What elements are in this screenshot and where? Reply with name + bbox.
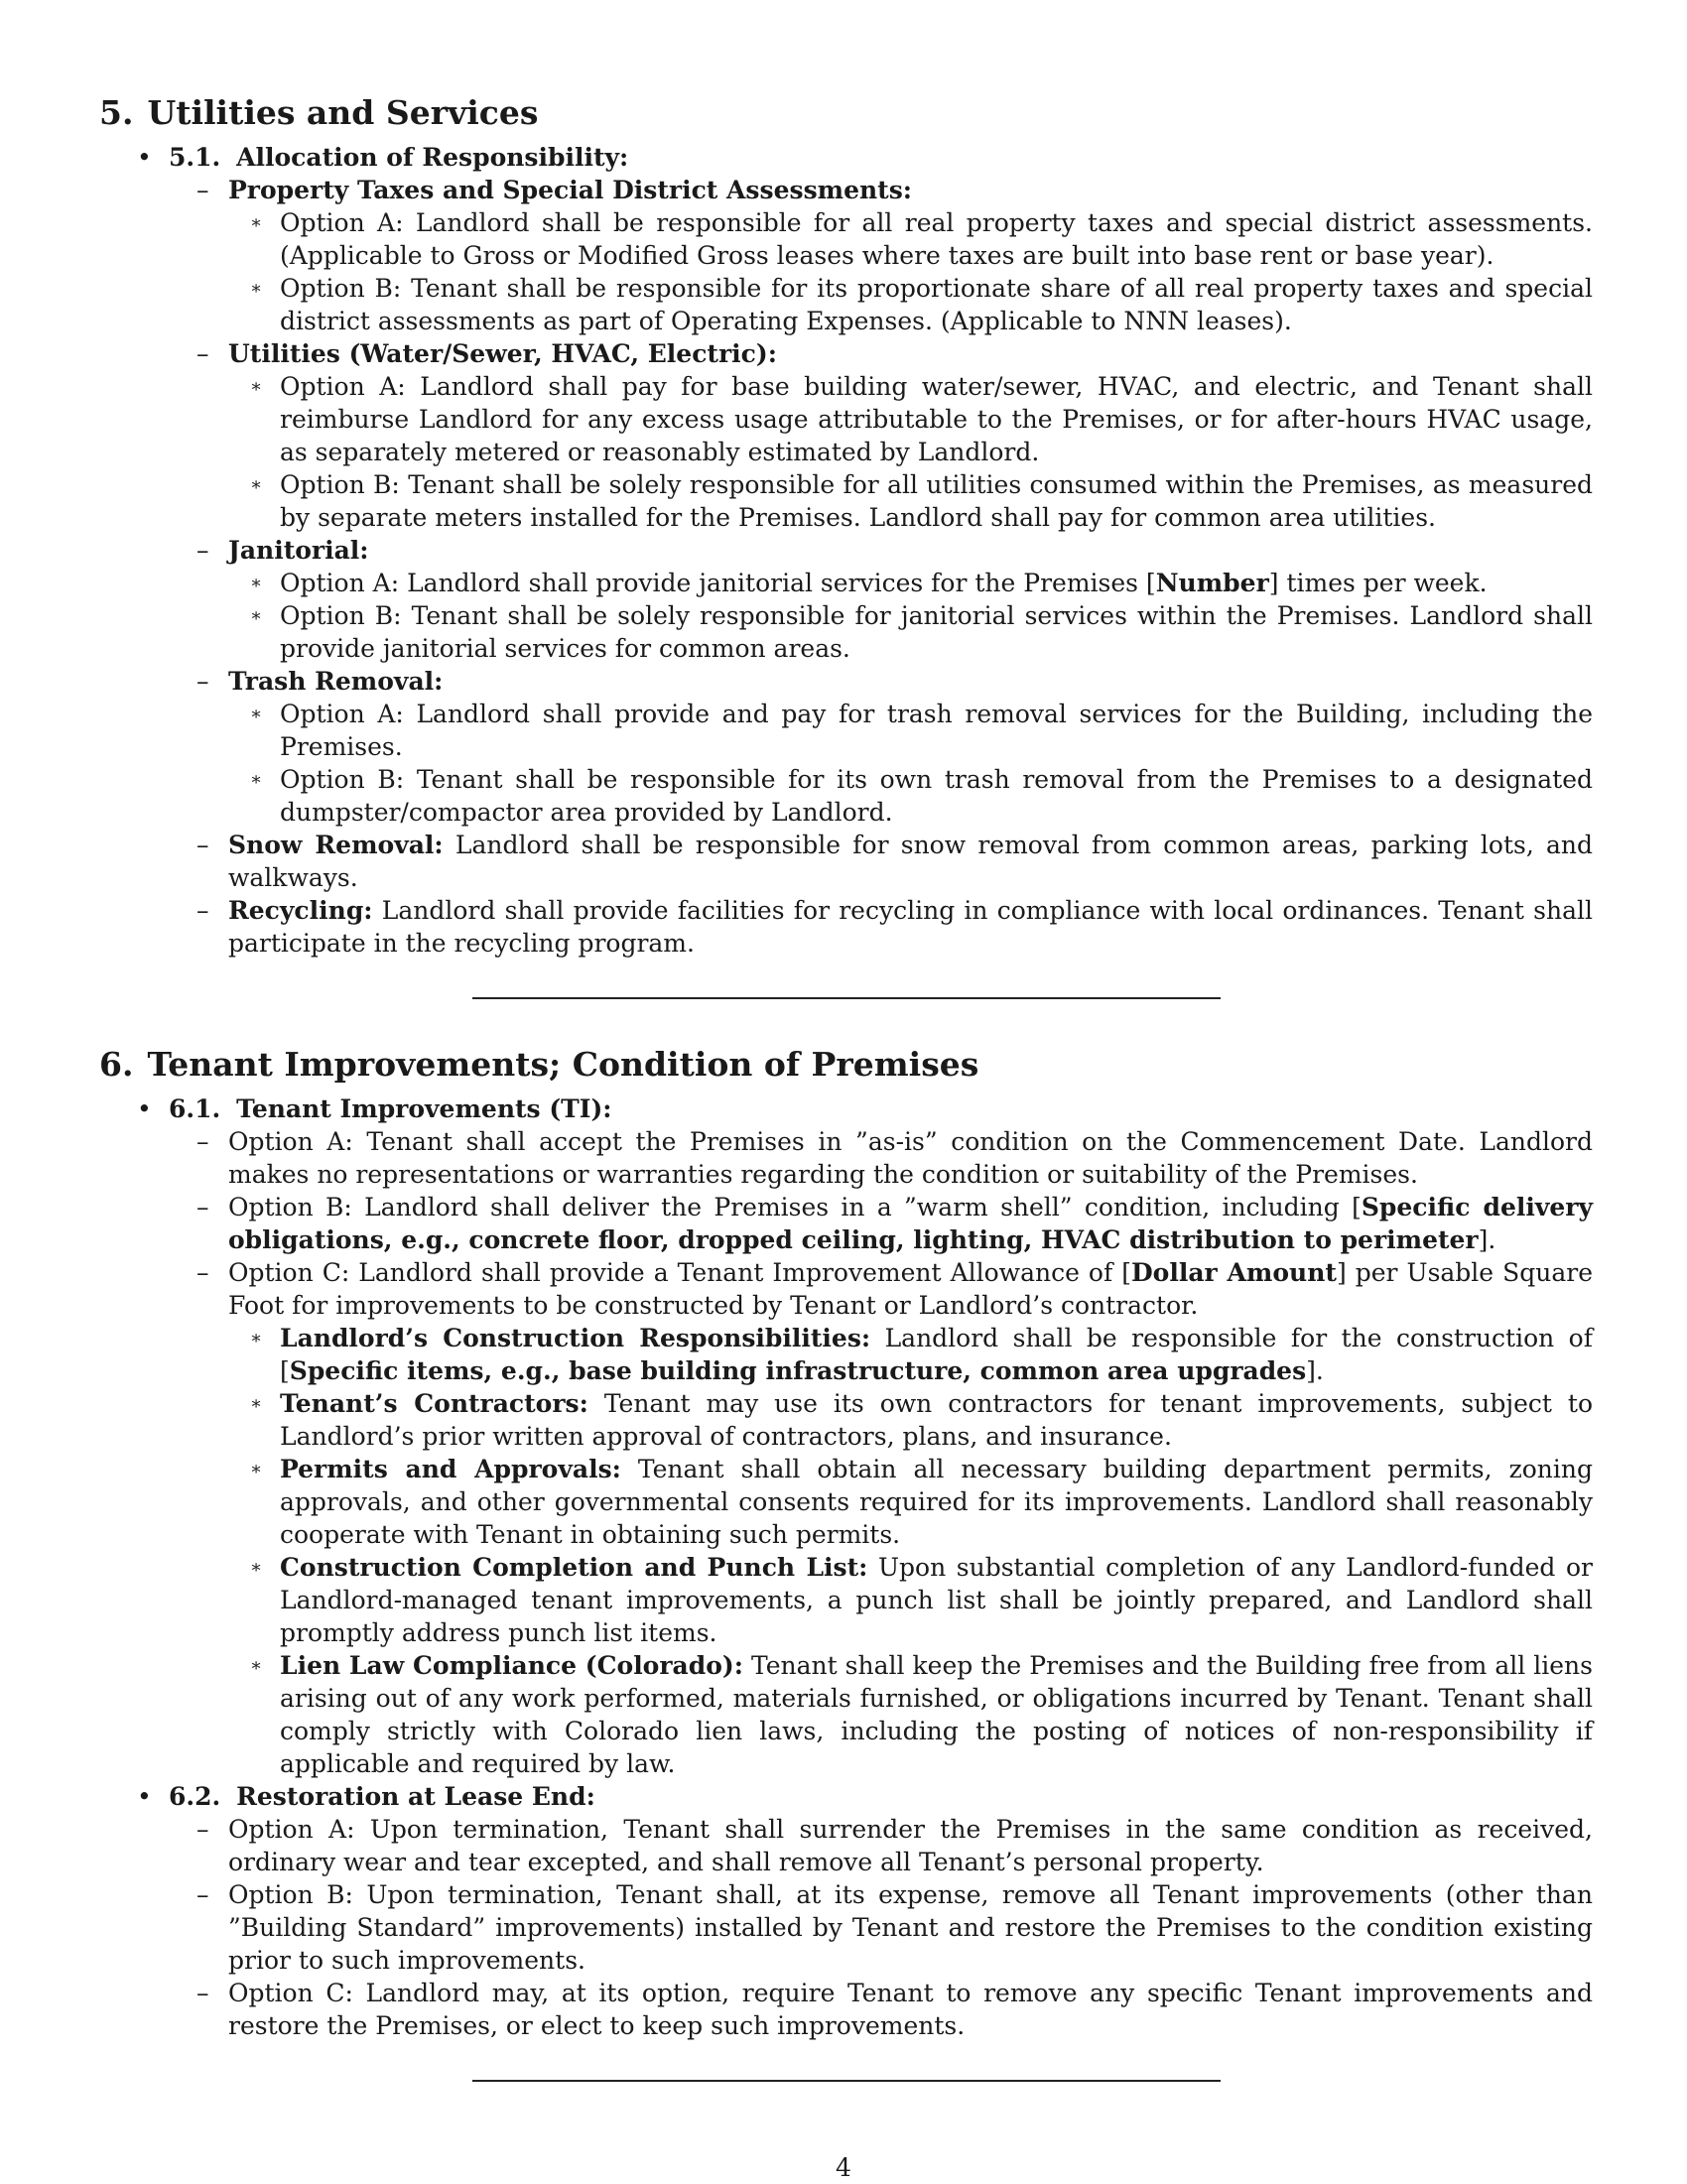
janitorial-option-a: ∗ Option A: Landlord shall provide janitorial services for the Premises [Number] times per week.	[250, 569, 1488, 597]
subsection-6-2: • 6.2. Restoration at Lease End:	[137, 1782, 595, 1811]
ti-option-a: – Option A: Tenant shall accept the Premises in ”as-is” condition on the Commencement Date. Landlord makes no representations or warranties regarding the condition or suitability of the Premises.	[196, 1127, 1593, 1189]
item-snow-removal: – Snow Removal: Landlord shall be responsible for snow removal from common areas, parking lots, and walkways.	[196, 831, 1593, 892]
taxes-option-a: ∗ Option A: Landlord shall be responsible for all real property taxes and special district assessments. (Applicable to Gross or Modified Gross leases where taxes are built into base rent or base year).	[250, 208, 1593, 270]
subsection-5-1: • 5.1. Allocation of Responsibility:	[137, 143, 629, 172]
item-property-taxes: – Property Taxes and Special District Assessments:	[196, 176, 913, 204]
ti-tenant-contractors: ∗ Tenant’s Contractors: Tenant may use its own contractors for tenant improvements, subject to Landlord’s prior written approval of contractors, plans, and insurance.	[250, 1389, 1593, 1451]
item-recycling: – Recycling: Landlord shall provide facilities for recycling in compliance with local ordinances. Tenant shall participate in the recycling program.	[196, 896, 1593, 958]
ti-lien-law: ∗ Lien Law Compliance (Colorado): Tenant shall keep the Premises and the Building free from all liens arising out of any work performed, materials furnished, or obligations incurred by Tenant. Tenant shall comply strictly with Colorado lien laws, including the posting of notices of non-responsibility if applicable and required by law.	[250, 1651, 1593, 1778]
utilities-option-b: ∗ Option B: Tenant shall be solely responsible for all utilities consumed within the Premises, as measured by separate meters installed for the Premises. Landlord shall pay for common area utilities.	[250, 470, 1593, 532]
trash-option-b: ∗ Option B: Tenant shall be responsible for its own trash removal from the Premises to a designated dumpster/compactor area provided by Landlord.	[250, 765, 1593, 827]
ti-option-c: – Option C: Landlord shall provide a Tenant Improvement Allowance of [Dollar Amount] per Usable Square Foot for improvements to be constructed by Tenant or Landlord’s contractor.	[196, 1258, 1594, 1320]
page-number: 4	[836, 2153, 851, 2182]
item-trash-removal: – Trash Removal:	[196, 667, 444, 696]
ti-construction-responsibilities: ∗ Landlord’s Construction Responsibilities: Landlord shall be responsible for the construction of [Specific items, e.g., base building infrastructure, common area upgrades].	[250, 1324, 1593, 1385]
subsection-6-1: • 6.1. Tenant Improvements (TI):	[137, 1094, 612, 1123]
section-divider	[472, 997, 1221, 999]
item-janitorial: – Janitorial:	[196, 536, 369, 565]
taxes-option-b: ∗ Option B: Tenant shall be responsible for its proportionate share of all real property taxes and special district assessments as part of Operating Expenses. (Applicable to NNN leases).	[250, 274, 1593, 335]
utilities-option-a: ∗ Option A: Landlord shall pay for base building water/sewer, HVAC, and electric, and Tenant shall reimburse Landlord for any excess usage attributable to the Premises, or for after-hours HVAC usage, as separately metered or reasonably estimated by Landlord.	[250, 372, 1593, 466]
trash-option-a: ∗ Option A: Landlord shall provide and pay for trash removal services for the Building, including the Premises.	[250, 700, 1593, 761]
section-heading-6: 6. Tenant Improvements; Condition of Premises	[99, 1045, 979, 1084]
section-divider	[472, 2080, 1221, 2082]
section-5-list	[99, 141, 1593, 960]
restoration-option-c: – Option C: Landlord may, at its option, require Tenant to remove any specific Tenant improvements and restore the Premises, or elect to keep such improvements.	[196, 1979, 1593, 2040]
document-page	[99, 91, 1593, 2082]
item-utilities: – Utilities (Water/Sewer, HVAC, Electric):	[196, 339, 777, 368]
ti-option-b: – Option B: Landlord shall deliver the Premises in a ”warm shell” condition, including [Specific delivery obligations, e.g., concrete floor, dropped ceiling, lighting, HVAC distribution to perimeter].	[196, 1193, 1593, 1254]
restoration-option-a: – Option A: Upon termination, Tenant shall surrender the Premises in the same condition as received, ordinary wear and tear excepted, and shall remove all Tenant’s personal property.	[196, 1815, 1593, 1876]
section-heading-5: 5. Utilities and Services	[99, 93, 539, 132]
ti-permits-approvals: ∗ Permits and Approvals: Tenant shall obtain all necessary building department permits, zoning approvals, and other governmental consents required for its improvements. Landlord shall reasonably cooperate with Tenant in obtaining such permits.	[250, 1455, 1593, 1549]
ti-punch-list: ∗ Construction Completion and Punch List: Upon substantial completion of any Landlord-funded or Landlord-managed tenant improvements, a punch list shall be jointly prepared, and Landlord shall promptly address punch list items.	[250, 1553, 1593, 1647]
section-6-list	[99, 1092, 1593, 2042]
janitorial-option-b: ∗ Option B: Tenant shall be solely responsible for janitorial services within the Premises. Landlord shall provide janitorial services for common areas.	[250, 601, 1593, 663]
restoration-option-b: – Option B: Upon termination, Tenant shall, at its expense, remove all Tenant improvements (other than ”Building Standard” improvements) installed by Tenant and restore the Premises to the condition existing prior to such improvements.	[196, 1880, 1593, 1975]
